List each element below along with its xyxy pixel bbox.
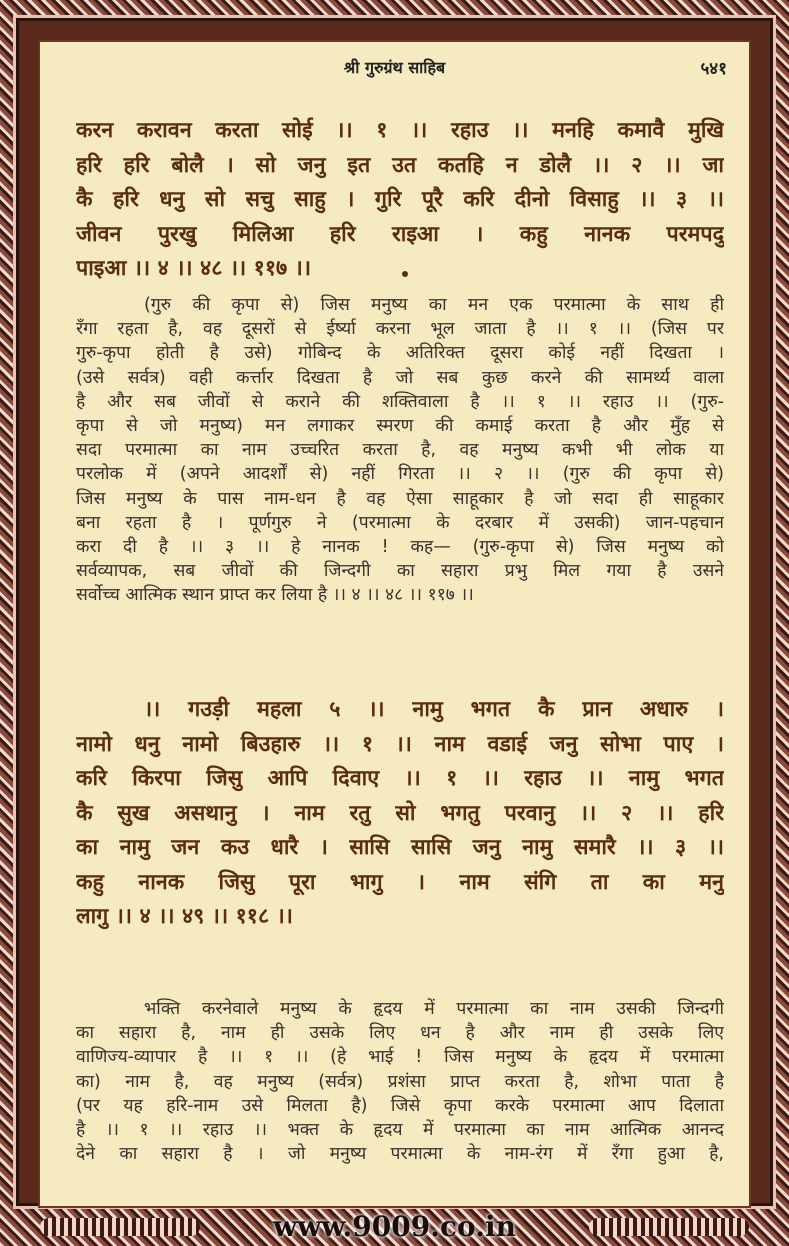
verse-line: ।। गउड़ी महला ५ ।। नामु भगत कै प्रान अधारु । [144, 697, 724, 722]
paragraph-line: देने का सहारा है । जो मनुष्य परमात्मा के नाम-रंग में रँगा हुआ है, [76, 1144, 724, 1165]
paragraph-line: है और सब जीवों से कराने की शक्तिवाला है ।। १ ।। रहाउ ।। (गुरु- [76, 391, 724, 412]
paragraph-line: सर्वोच्च आत्मिक स्थान प्राप्त कर लिया है ।। ४ ।। ४८ ।। ११७ ।। [76, 585, 474, 606]
paragraph-line: बना रहता है । पूर्णगुरु ने (परमात्मा के दरबार में उसकी) जान-पहचान [76, 512, 724, 533]
decorative-dot [402, 271, 408, 277]
verse-line: का नामु जन कउ धारै । सासि सासि जनु नामु समारै ।। ३ ।। [76, 835, 724, 860]
paragraph-line: कृपा से जो मनुष्य) मन लगाकर स्मरण की कमाई करता है और मुँह से [76, 416, 724, 437]
website-url[interactable]: www.9009.co.in [273, 1210, 516, 1243]
paragraph-line: परलोक में (अपने आदर्शों से) नहीं गिरता ।। २ ।। (गुरु की कृपा से) [76, 464, 724, 485]
verse-line: जीवन पुरखु मिलिआ हरि राइआ । कहु नानक परमपदु [76, 221, 724, 247]
paragraph-line: का) नाम है, वह मनुष्य (सर्वत्र) प्रशंसा प्राप्त करता है, शोभा पाता है [76, 1071, 724, 1092]
page-footer [0, 1212, 789, 1246]
verse-line: कै हरि धनु सो सचु साहु । गुरि पूरै करि दीनो विसाहु ।। ३ ।। [76, 187, 724, 212]
verse-block-1 [76, 114, 724, 287]
verse-line: करि किरपा जिसु आपि दिवाए ।। १ ।। रहाउ ।। नामु भगत [76, 766, 724, 791]
verse-line: लागु ।। ४ ।। ४९ ।। ११८ ।। [76, 904, 293, 929]
paragraph-line: का सहारा है, नाम ही उसके लिए धन है और नाम ही उसके लिए [76, 1023, 724, 1044]
paragraph-line: (उसे सर्वत्र) वही कर्त्तार दिखता है जो सब कुछ करने की सामर्थ्य वाला [76, 367, 724, 388]
paragraph-line: सर्वव्यापक, सब जीवों की जिन्दगी का सहारा प्रभु मिल गया है उसने [76, 561, 724, 582]
paragraph-line: रँगा रहता है, वह दूसरों से ईर्ष्या करना भूल जाता है ।। १ ।। (जिस पर [76, 319, 724, 340]
paragraph-line: है ।। १ ।। रहाउ ।। भक्त के हृदय में परमात्मा का नाम आत्मिक आनन्द [76, 1120, 724, 1141]
paragraph-line: जिस मनुष्य के पास नाम-धन है वह ऐसा साहूकार है जो सदा ही साहूकार [76, 488, 724, 509]
paragraph-line: गुरु-कृपा होती है उसे) गोबिन्द के अतिरिक्त दूसरा कोई नहीं दिखता । [76, 343, 724, 364]
page-title: श्री गुरुग्रंथ साहिब [343, 58, 446, 77]
paragraph-line: भक्ति करनेवाले मनुष्य के हृदय में परमात्मा का नाम उसकी जिन्दगी [144, 999, 724, 1019]
verse-line: कै सुख असथानु । नाम रतु सो भगतु परवानु ।। २ ।। हरि [76, 800, 724, 826]
verse-block-2 [76, 693, 724, 935]
paragraph-line: करा दी है ।। ३ ।। हे नानक ! कह— (गुरु-कृपा से) जिस मनुष्य को [76, 537, 724, 558]
paragraph-line: वाणिज्य-व्यापार है ।। १ ।। (हे भाई ! जिस मनुष्य के हृदय में परमात्मा [76, 1047, 724, 1068]
explanation-paragraph-1 [76, 293, 724, 608]
paragraph-line: (पर यह हरि-नाम उसे मिलता है) जिसे कृपा करके परमात्मा आप दिलाता [76, 1095, 724, 1116]
explanation-paragraph-2 [76, 997, 724, 1166]
verse-line: कहु नानक जिसु पूरा भागु । नाम संगि ता का मनु [76, 869, 724, 895]
verse-line: पाइआ ।। ४ ।। ४८ ।। ११७ ।। [76, 256, 311, 281]
page-header [40, 56, 749, 86]
paragraph-line: (गुरु की कृपा से) जिस मनुष्य का मन एक परमात्मा के साथ ही [144, 295, 724, 315]
page-number: ५४१ [700, 59, 727, 79]
verse-line: नामो धनु नामो बिउहारु ।। १ ।। नाम वडाई जनु सोभा पाए । [76, 731, 724, 757]
scripture-page [38, 40, 751, 1208]
verse-line: करन करावन करता सोई ।। १ ।। रहाउ ।। मनहि कमावै मुखि [76, 118, 724, 143]
verse-line: हरि हरि बोलै । सो जनु इत उत कतहि न डोलै ।। २ ।। जा [76, 152, 724, 178]
paragraph-line: सदा परमात्मा का नाम उच्चरित करता है, वह मनुष्य कभी भी लोक या [76, 440, 724, 461]
